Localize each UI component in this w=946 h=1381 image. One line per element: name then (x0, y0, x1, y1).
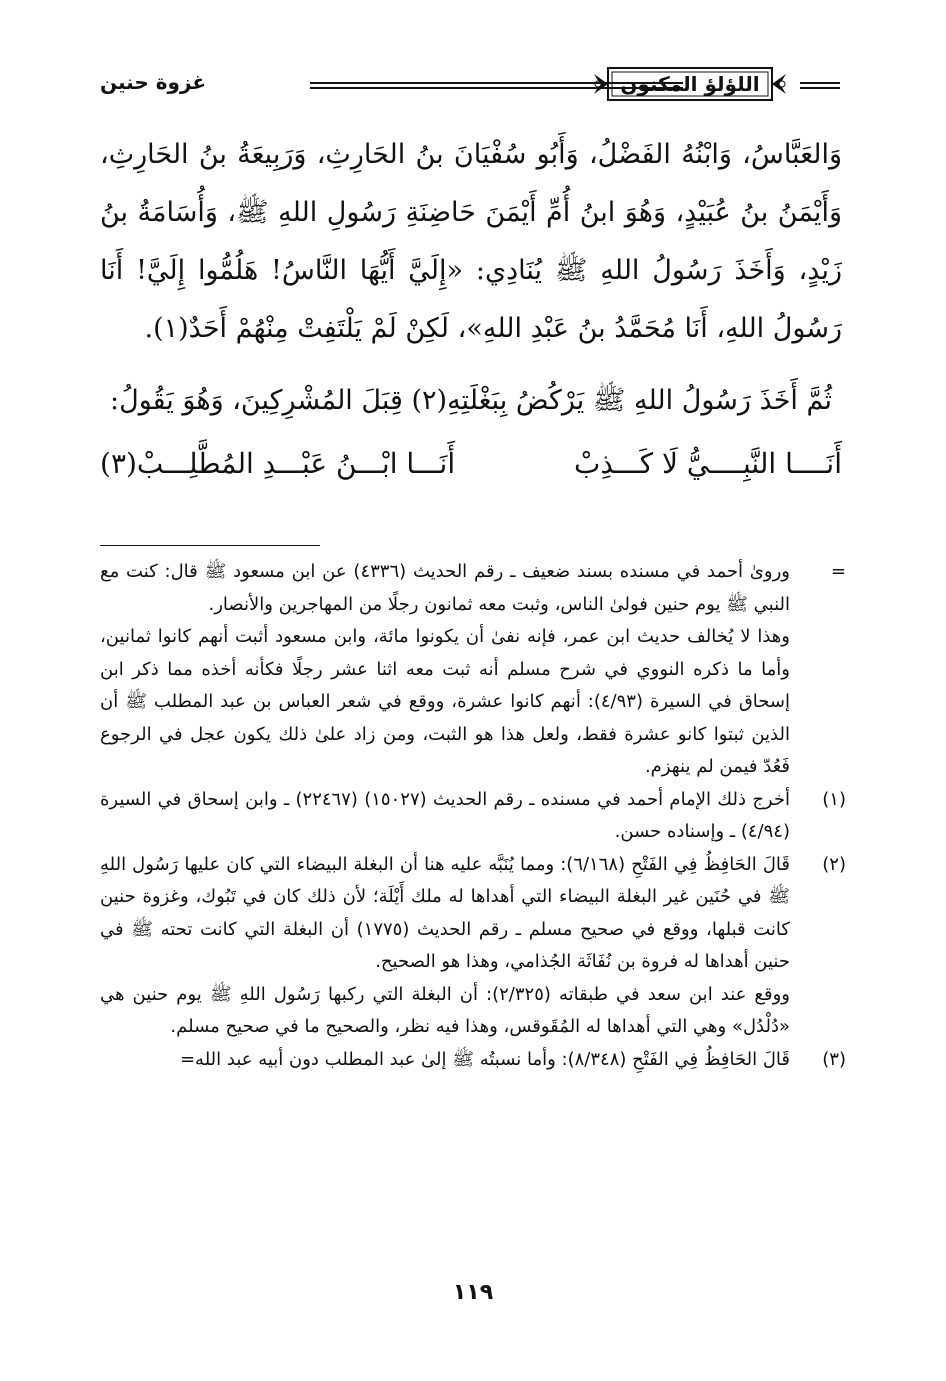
footnote-marker: (١) (822, 788, 846, 810)
footnote-line: قَالَ الحَافِظُ فِي الفَتْحِ (٨/٣٤٨): وأما نسبتُه ﷺ إلىٰ عبد المطلب دون أبيه عبد الله= (179, 1048, 790, 1070)
footnote-3 (100, 1044, 846, 1077)
book-title: اللؤلؤ المكنون (620, 72, 760, 96)
header-rule-left (310, 82, 683, 89)
footnote-line: وهذا لا يُخالف حديث ابن عمر، فإنه نفىٰ أن يكونوا مائة، وابن مسعود أثبت أنهم كانوا ثمانين، وأما ما ذكره النووي في شرح مسلم أنه ثبت معه اثنا عشر رجلًا فكأنه أخذه مما ذكر ابن إسحاق في السيرة (٤/٩٣): أنهم كانوا عشرة، ووقع في شعر العباس بن عبد المطلب ﷺ أن الذين ثبتوا كانو عشرة فقط، ولعل هذا هو الثبت، ومن زاد علىٰ ذلك يكون عجل في الرجوع فَعُدّ فيمن لم ينهزم. (100, 626, 790, 777)
poem-hemistich-first: أَنَــــا النَّبِــــيُّ لَا كَـــذِبْ (574, 447, 842, 480)
page-number: ١١٩ (452, 1280, 494, 1305)
footnotes (100, 556, 846, 1076)
poem-hemistich-second: أَنَـــا ابْـــنُ عَبْـــدِ المُطَّلِـــبْ(٣) (100, 447, 456, 480)
footnote-line: ووقع عند ابن سعد في طبقاته (٢/٣٢٥): أن البغلة التي ركبها رَسُول اللهِ ﷺ يوم حنين هي «دُلْدُل» وهي التي أهداها له المُقَوقس، وهذا فيه نظر، والصحيح ما في صحيح مسلم. (100, 983, 790, 1037)
page-header (100, 58, 840, 108)
poem-intro: ثُمَّ أَخَذَ رَسُولُ اللهِ ﷺ يَرْكُضُ بِبَغْلَتِهِ(٢) قِبَلَ المُشْرِكِينَ، وَهُوَ يَقُولُ: (109, 385, 832, 416)
footnote-marker: (٢) (822, 853, 846, 875)
main-paragraph: وَالعَبَّاسُ، وَابْنُهُ الفَضْلُ، وَأَبُو سُفْيَانَ بنُ الحَارِثِ، وَرَبِيعَةُ بنُ الحَارِثِ، وَأَيْمَنُ بنُ عُبَيْدٍ، وَهُوَ ابنُ أُمِّ أَيْمَنَ حَاضِنَةِ رَسُولِ اللهِ ﷺ، وَأُسَامَةُ بنُ زَيْدٍ، وَأَخَذَ رَسُولُ اللهِ ﷺ يُنَادِي: «إِلَيَّ أَيُّهَا النَّاسُ! هَلُمُّوا إِلَيَّ! أَنَا رَسُولُ اللهِ، أَنَا مُحَمَّدُ بنُ عَبْدِ اللهِ»، لَكِنْ لَمْ يَلْتَفِتْ مِنْهُمْ أَحَدٌ(١). (100, 139, 842, 344)
header-rule-right (800, 82, 840, 89)
chapter-title: غزوة حنين (100, 70, 207, 94)
main-text (100, 126, 842, 494)
footnote-line: وروىٰ أحمد في مسنده بسند ضعيف ـ رقم الحديث (٤٣٣٦) عن ابن مسعود ﷺ قال: كنت مع النبي ﷺ يوم حنين فولىٰ الناس، وثبت معه ثمانون رجلًا من المهاجرين والأنصار. (100, 561, 790, 615)
footnote-line: قَالَ الحَافِظُ فِي الفَتْحِ (٦/١٦٨): ومما يُنَبَّه عليه هنا أن البغلة البيضاء التي كان عليها رَسُول اللهِ ﷺ في حُنَين غير البغلة البيضاء التي أهداها له ملك أَيْلَة؛ لأن ذلك كان في تَبُوك، وغزوة حنين كانت قبلها، ووقع في صحيح مسلم ـ رقم الحديث (١٧٧٥) أن البغلة التي كانت تحته ﷺ في حنين أهداها له فروة بن نُفَاثَة الجُذامي، وهذا هو الصحيح. (100, 853, 790, 972)
footnote-marker: = (830, 561, 846, 582)
footnote-divider (100, 545, 320, 546)
footnote-marker: (٣) (822, 1048, 846, 1070)
footnote-line: أخرج ذلك الإمام أحمد في مسنده ـ رقم الحديث (١٥٠٢٧) (٢٢٤٦٧) ـ وابن إسحاق في السيرة (٤/٩٤) ـ وإسناده حسن. (100, 788, 790, 842)
footnote-continuation (100, 556, 846, 784)
poem-verse (100, 434, 842, 494)
footnote-2 (100, 849, 846, 1044)
footnote-1 (100, 784, 846, 849)
